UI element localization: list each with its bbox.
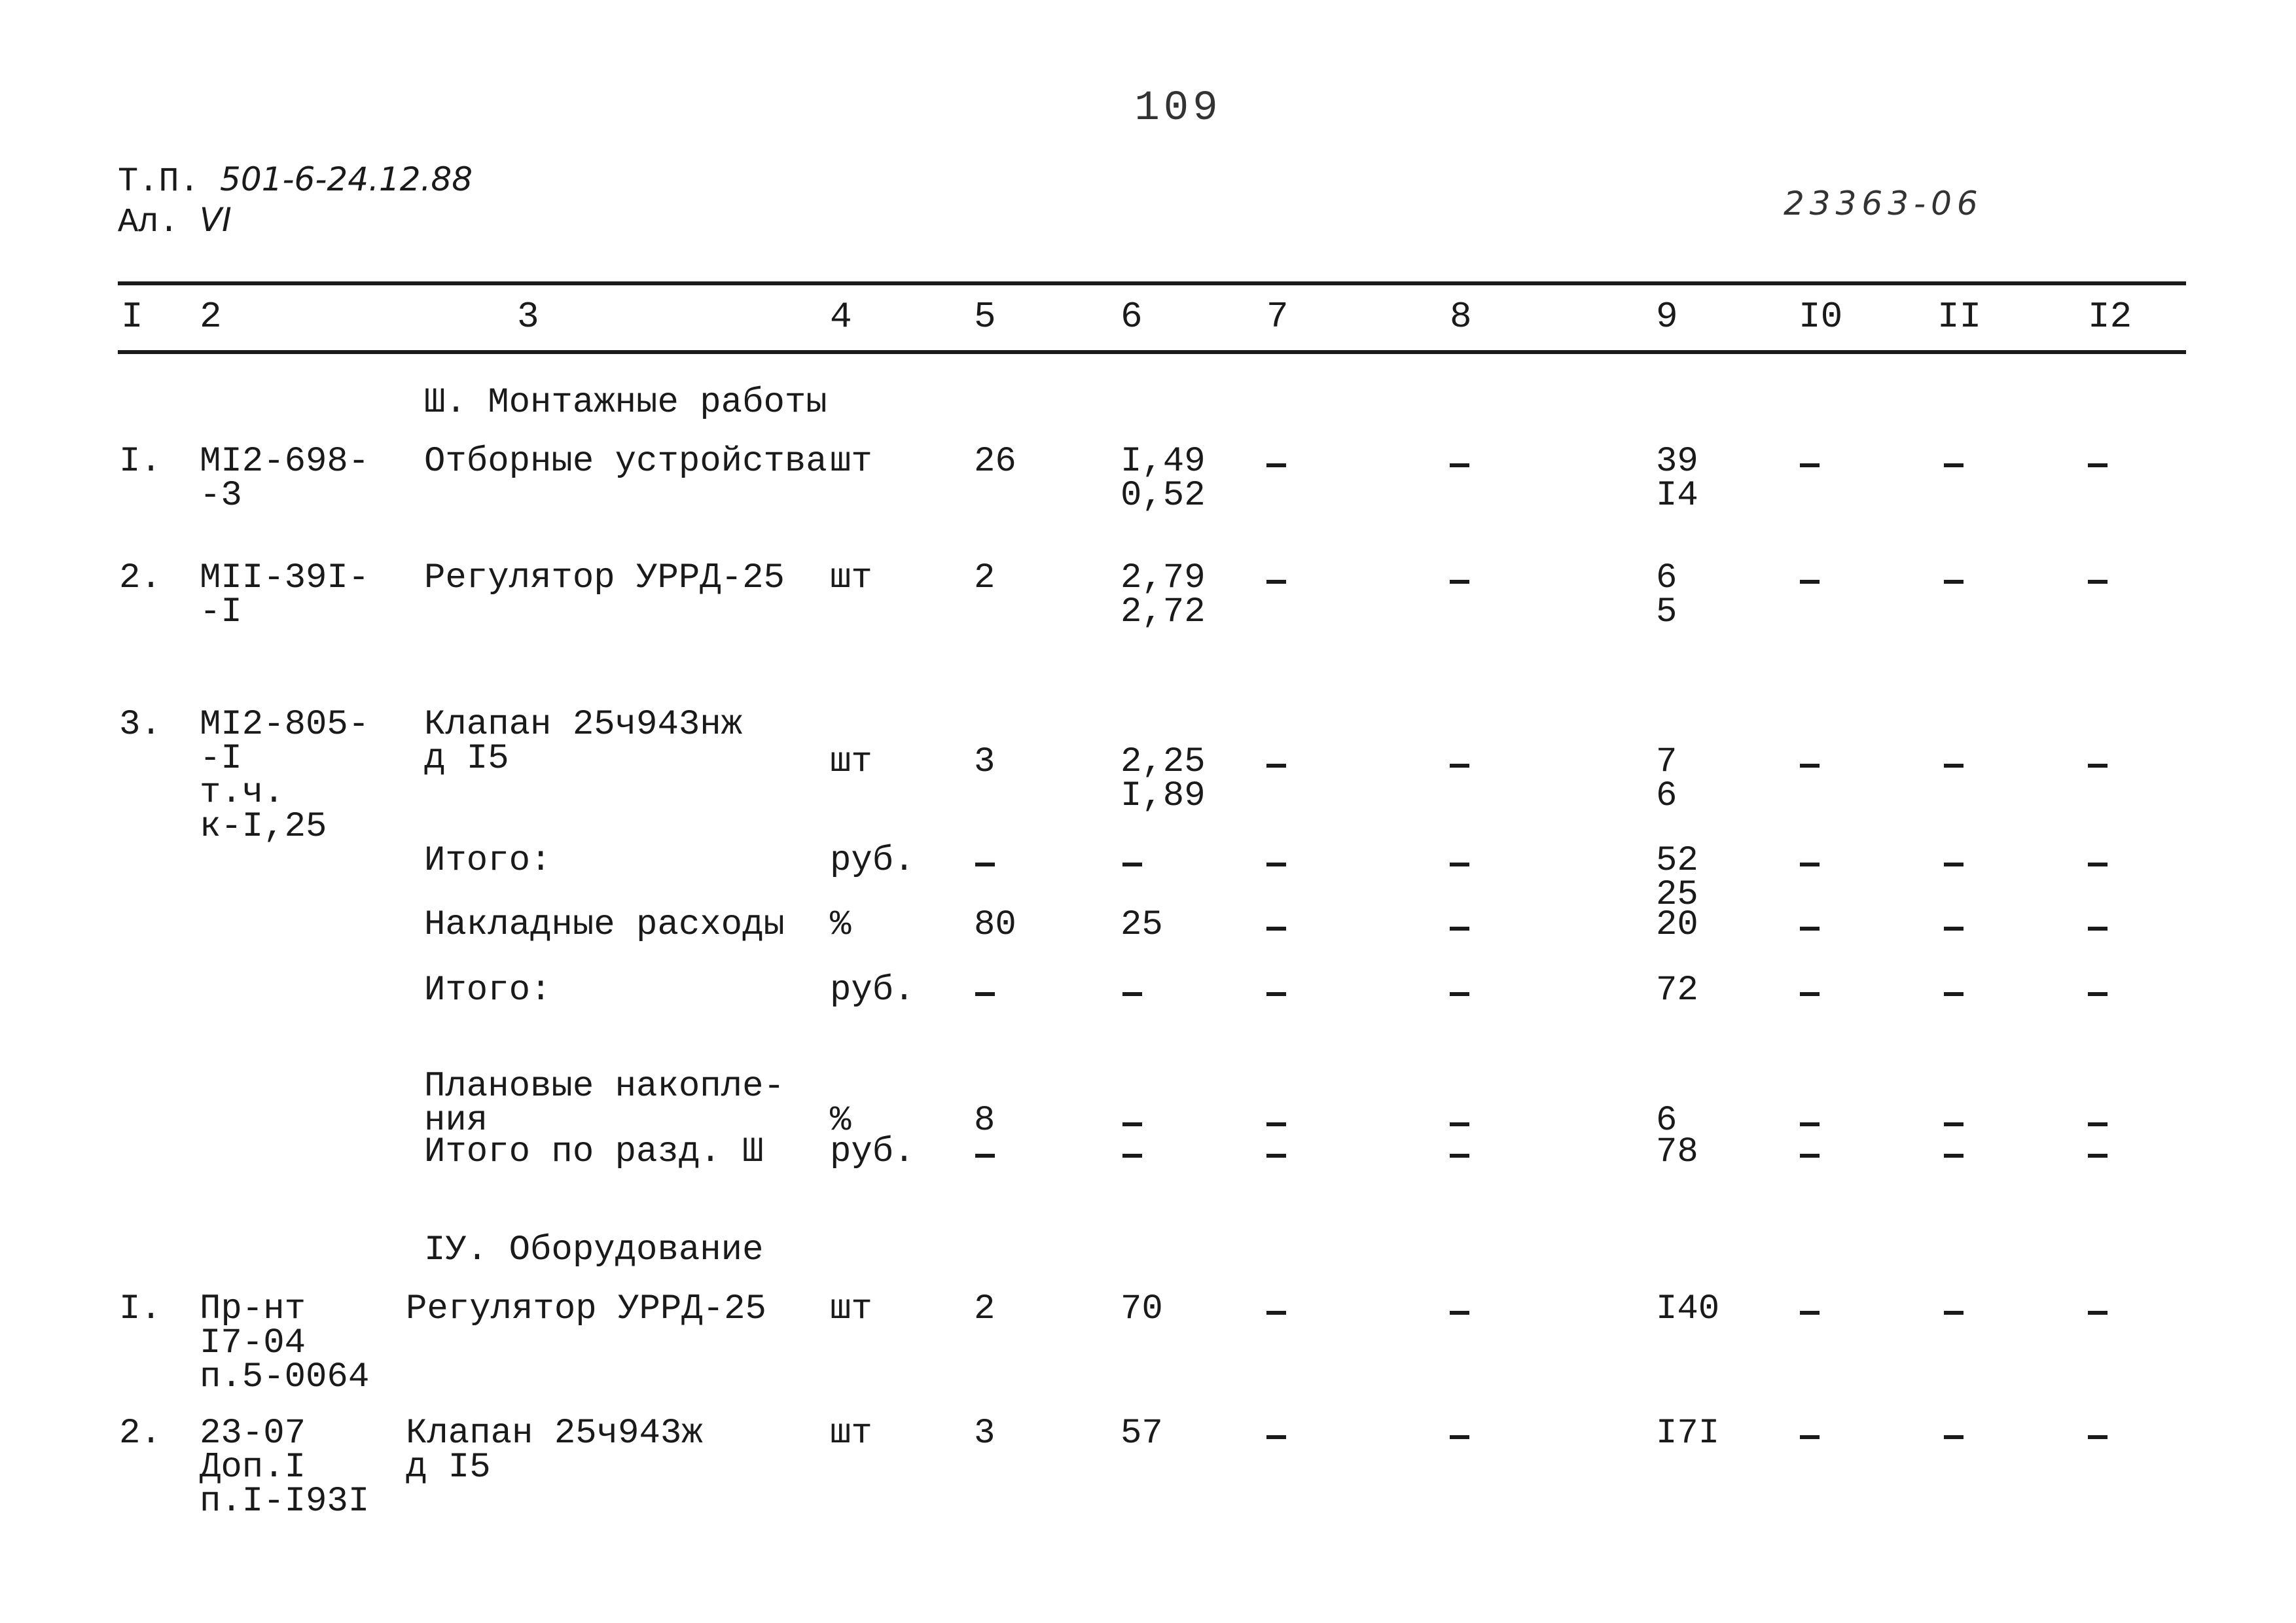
empty-cell-dash: [1944, 927, 1964, 931]
empty-cell-dash: [1122, 1154, 1142, 1158]
unit: [830, 1289, 872, 1329]
empty-cell-dash: [1800, 764, 1820, 768]
price-code-line: Пр-нт: [200, 1289, 306, 1329]
quantity: [974, 558, 996, 598]
section-title: IУ. Оборудование: [424, 1230, 764, 1270]
empty-cell-dash: [1122, 992, 1142, 996]
tp-line: [118, 160, 473, 201]
unit-line: %: [830, 1101, 852, 1141]
unit-cost: [1121, 1414, 1163, 1454]
column-number: I2: [2088, 296, 2132, 338]
total-cost-line: 25: [1656, 875, 1698, 915]
empty-cell-dash: [1800, 927, 1820, 931]
empty-cell-dash: [975, 992, 995, 996]
empty-cell-dash: [1944, 1435, 1964, 1439]
price-code-line: -I: [200, 739, 242, 779]
item-name: [424, 558, 785, 598]
quantity-line: 3: [974, 1414, 996, 1454]
empty-cell-dash: [2088, 863, 2108, 866]
column-number: 7: [1266, 296, 1289, 338]
empty-cell-dash: [975, 1154, 995, 1158]
document-header: [118, 160, 473, 241]
total-label-line: ния: [424, 1101, 488, 1141]
album-line: [118, 201, 473, 241]
album-label: Ал.: [118, 203, 179, 241]
empty-cell-dash: [1800, 463, 1820, 467]
quantity: [974, 1289, 996, 1329]
empty-cell-dash: [1944, 1122, 1964, 1126]
empty-cell-dash: [1122, 863, 1142, 866]
unit-cost-line: 2,72: [1121, 592, 1206, 632]
column-number: 3: [517, 296, 539, 338]
empty-cell-dash: [1266, 1311, 1286, 1315]
price-code-line: I7-04: [200, 1323, 306, 1363]
total-cost-line: 52: [1656, 841, 1698, 881]
column-number: 8: [1450, 296, 1472, 338]
total-cost-line: 6: [1656, 1101, 1677, 1141]
unit-line: руб.: [830, 841, 915, 881]
column-number: I0: [1799, 296, 1843, 338]
total-cost: [1656, 442, 1698, 516]
price-code-line: к-I,25: [200, 807, 327, 847]
empty-cell-dash: [1944, 463, 1964, 467]
unit-line: шт: [830, 442, 872, 482]
total-label: [424, 841, 552, 881]
empty-cell-dash: [1266, 580, 1286, 584]
empty-cell-dash: [1944, 1154, 1964, 1158]
item-name: [424, 705, 743, 779]
price-code-line: п.I-I93I: [200, 1482, 370, 1522]
empty-cell-dash: [1450, 463, 1469, 467]
row-number: [119, 705, 162, 745]
price-code-line: МI2-698-: [200, 442, 370, 482]
quantity-line: 26: [974, 442, 1016, 482]
price-code-line: п.5-0064: [200, 1357, 370, 1397]
total-cost-line: I4: [1656, 476, 1698, 516]
empty-cell-dash: [1266, 463, 1286, 467]
total-cost-line: 5: [1656, 592, 1677, 632]
item-name-line: д I5: [406, 1448, 491, 1488]
empty-cell-dash: [1450, 1154, 1469, 1158]
empty-cell-dash: [1450, 863, 1469, 866]
total-cost-line: 39: [1656, 442, 1698, 482]
empty-cell-dash: [2088, 1435, 2108, 1439]
empty-cell-dash: [2088, 992, 2108, 996]
price-code-line: -I: [200, 592, 242, 632]
total-label: [424, 971, 552, 1010]
total-cost-line: I40: [1656, 1289, 1720, 1329]
empty-cell-dash: [1800, 1154, 1820, 1158]
empty-cell-dash: [1450, 992, 1469, 996]
empty-cell-dash: [1944, 764, 1964, 768]
unit: [830, 1414, 872, 1454]
row-number-line: 2.: [119, 558, 162, 598]
price-code: [200, 1414, 370, 1522]
quantity-line: 8: [974, 1101, 996, 1141]
empty-cell-dash: [1266, 863, 1286, 866]
empty-cell-dash: [2088, 764, 2108, 768]
total-cost: [1656, 558, 1677, 632]
unit-line: шт: [830, 558, 872, 598]
quantity: [974, 442, 1016, 482]
column-number: 4: [830, 296, 852, 338]
empty-cell-dash: [2088, 927, 2108, 931]
total-label: [424, 1132, 764, 1172]
total-label-line: Плановые накопле-: [424, 1067, 785, 1107]
unit-cost-line: 70: [1121, 1289, 1163, 1329]
empty-cell-dash: [1122, 1122, 1142, 1126]
price-code: [200, 558, 370, 632]
item-name: [406, 1414, 703, 1488]
empty-cell-dash: [1800, 1311, 1820, 1315]
quantity: [974, 905, 1016, 945]
total-label: [424, 905, 785, 945]
total-cost-line: 6: [1656, 776, 1677, 816]
empty-cell-dash: [1450, 764, 1469, 768]
price-code: [200, 705, 370, 847]
price-code-line: -3: [200, 476, 242, 516]
empty-cell-dash: [1800, 1435, 1820, 1439]
total-label-line: Накладные расходы: [424, 905, 785, 945]
unit-cost-line: 0,52: [1121, 476, 1206, 516]
total-cost: [1656, 971, 1698, 1010]
total-label-line: Итого:: [424, 841, 552, 881]
empty-cell-dash: [2088, 1122, 2108, 1126]
row-number-line: I.: [119, 1289, 162, 1329]
empty-cell-dash: [1944, 863, 1964, 866]
total-cost-line: 78: [1656, 1132, 1698, 1172]
unit: [830, 742, 872, 782]
total-label: [424, 1067, 785, 1141]
price-code-line: Доп.I: [200, 1448, 306, 1488]
total-cost-line: I7I: [1656, 1414, 1720, 1454]
row-number-line: 2.: [119, 1414, 162, 1454]
empty-cell-dash: [2088, 580, 2108, 584]
unit-cost: [1121, 442, 1206, 516]
row-number: [119, 1289, 162, 1329]
item-name-line: Регулятор УРРД-25: [406, 1289, 766, 1329]
empty-cell-dash: [1266, 1154, 1286, 1158]
item-name-line: Регулятор УРРД-25: [424, 558, 785, 598]
total-cost-line: 20: [1656, 905, 1698, 945]
tp-code: 501-6-24.12.88: [220, 160, 473, 198]
row-number: [119, 1414, 162, 1454]
empty-cell-dash: [1266, 992, 1286, 996]
quantity-line: 80: [974, 905, 1016, 945]
unit-line: шт: [830, 1414, 872, 1454]
item-name-line: Клапан 25ч943ж: [406, 1414, 703, 1454]
total-cost-line: 6: [1656, 558, 1677, 598]
empty-cell-dash: [1944, 580, 1964, 584]
album-number: VI: [199, 201, 232, 239]
item-name: [406, 1289, 766, 1329]
unit: [830, 841, 915, 881]
item-name: [424, 442, 827, 482]
empty-cell-dash: [1800, 580, 1820, 584]
unit: [830, 971, 915, 1010]
unit-line: руб.: [830, 1132, 915, 1172]
column-number: 9: [1656, 296, 1678, 338]
row-number: [119, 558, 162, 598]
empty-cell-dash: [1266, 927, 1286, 931]
column-number: I: [121, 296, 143, 338]
item-name-line: д I5: [424, 739, 509, 779]
unit-cost: [1121, 558, 1206, 632]
page-number: 109: [1134, 85, 1222, 132]
total-cost-line: 7: [1656, 742, 1677, 782]
unit: [830, 905, 852, 945]
unit: [830, 1132, 915, 1172]
empty-cell-dash: [1450, 580, 1469, 584]
empty-cell-dash: [2088, 1154, 2108, 1158]
table-header-rule: [118, 350, 2186, 354]
total-cost: [1656, 1289, 1720, 1329]
empty-cell-dash: [1266, 764, 1286, 768]
unit-cost: [1121, 905, 1163, 945]
price-code-line: МII-39I-: [200, 558, 370, 598]
quantity: [974, 1414, 996, 1454]
column-number: 5: [974, 296, 996, 338]
column-number: 2: [200, 296, 222, 338]
price-code: [200, 442, 370, 516]
price-code-line: 23-07: [200, 1414, 306, 1454]
empty-cell-dash: [2088, 1311, 2108, 1315]
row-number: [119, 442, 162, 482]
unit-cost-line: I,49: [1121, 442, 1206, 482]
quantity: [974, 742, 996, 782]
empty-cell-dash: [1266, 1435, 1286, 1439]
item-name-line: Отборные устройства: [424, 442, 827, 482]
empty-cell-dash: [1800, 992, 1820, 996]
row-number-line: I.: [119, 442, 162, 482]
unit-cost-line: 2,25: [1121, 742, 1206, 782]
section-title: Ш. Монтажные работы: [424, 383, 827, 423]
empty-cell-dash: [1450, 927, 1469, 931]
total-cost-line: 72: [1656, 971, 1698, 1010]
unit-cost: [1121, 1289, 1163, 1329]
unit-cost-line: 2,79: [1121, 558, 1206, 598]
column-number: 6: [1121, 296, 1143, 338]
total-cost: [1656, 841, 1698, 915]
column-number: II: [1937, 296, 1982, 338]
empty-cell-dash: [975, 863, 995, 866]
unit: [830, 442, 872, 482]
unit-line: руб.: [830, 971, 915, 1010]
empty-cell-dash: [1800, 1122, 1820, 1126]
empty-cell-dash: [1266, 1122, 1286, 1126]
total-cost: [1656, 905, 1698, 945]
empty-cell-dash: [1450, 1435, 1469, 1439]
quantity-line: 2: [974, 558, 996, 598]
unit-cost: [1121, 742, 1206, 816]
unit-cost-line: 57: [1121, 1414, 1163, 1454]
unit-line: шт: [830, 1289, 872, 1329]
item-name-line: Клапан 25ч943нж: [424, 705, 743, 745]
quantity-line: 2: [974, 1289, 996, 1329]
empty-cell-dash: [1800, 863, 1820, 866]
total-label-line: Итого по разд. Ш: [424, 1132, 764, 1172]
unit-line: %: [830, 905, 852, 945]
table-top-rule: [118, 281, 2186, 285]
quantity-line: 3: [974, 742, 996, 782]
price-code: [200, 1289, 370, 1397]
quantity: [974, 1101, 996, 1141]
price-code-line: МI2-805-: [200, 705, 370, 745]
empty-cell-dash: [1944, 1311, 1964, 1315]
price-code-line: т.ч.: [200, 773, 285, 813]
empty-cell-dash: [1944, 992, 1964, 996]
total-cost: [1656, 1414, 1720, 1454]
tp-label: Т.П.: [118, 162, 200, 201]
empty-cell-dash: [2088, 463, 2108, 467]
document-number: 23363-06: [1784, 185, 1983, 223]
unit: [830, 558, 872, 598]
empty-cell-dash: [1450, 1311, 1469, 1315]
row-number-line: 3.: [119, 705, 162, 745]
unit-cost-line: 25: [1121, 905, 1163, 945]
total-label-line: Итого:: [424, 971, 552, 1010]
total-cost: [1656, 1132, 1698, 1172]
unit-line: шт: [830, 742, 872, 782]
unit-cost-line: I,89: [1121, 776, 1206, 816]
total-cost: [1656, 742, 1677, 816]
empty-cell-dash: [1450, 1122, 1469, 1126]
